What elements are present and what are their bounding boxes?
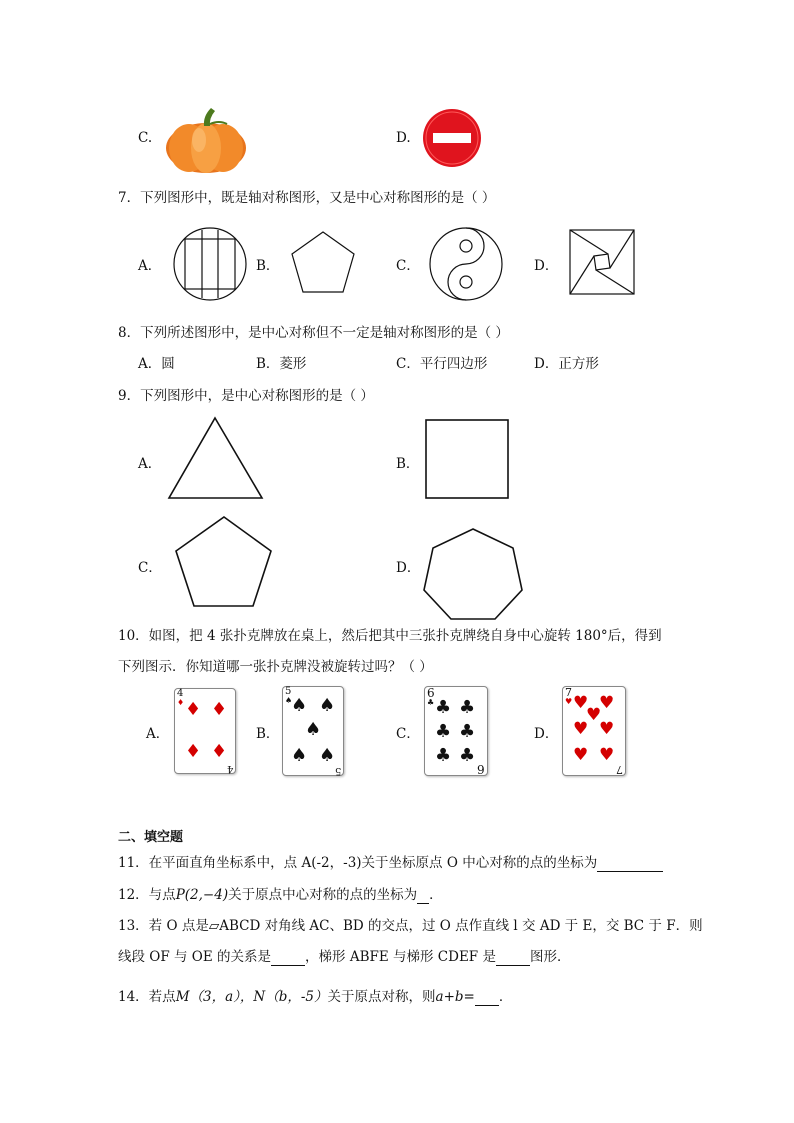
- card-b-pip: ♠: [305, 719, 322, 740]
- card-a-small-pip: ♦: [177, 698, 185, 707]
- q9-option-c-label: C．: [138, 560, 162, 576]
- q10-option-c-label: C．: [396, 726, 420, 742]
- question-12-pre: 12．与点: [118, 887, 176, 903]
- option-c-label: C.: [138, 130, 153, 146]
- question-13-line2: [118, 945, 570, 966]
- card-d-rank-rotated: 7: [616, 763, 623, 776]
- question-14-expr: a+b: [435, 989, 464, 1005]
- question-11: [118, 851, 663, 872]
- card-c-pip: ♣: [435, 697, 452, 718]
- card-c-pip: ♣: [459, 745, 476, 766]
- card-a-pip: ♦: [185, 741, 202, 762]
- question-7-text: 7．下列图形中，既是轴对称图形，又是中心对称图形的是（ ）: [118, 190, 496, 206]
- no-entry-sign-image: [422, 108, 482, 168]
- question-13-part-c: 图形．: [529, 949, 571, 965]
- answer-blank[interactable]: [417, 887, 429, 904]
- question-13-line1: 13．若 O 点是▱ABCD 对角线 AC、BD 的交点，过 O 点作直线 l 交 AD 于 E，交 BC 于 F．则: [118, 918, 703, 934]
- card-d-pip: ♥: [599, 745, 615, 765]
- card-d-rank: 7: [565, 686, 572, 699]
- q7-d-pinwheel-square-figure: [568, 228, 638, 298]
- question-14-points: M（3，a），N（b，-5）: [175, 989, 328, 1005]
- q9-d-heptagon-figure: [422, 526, 524, 622]
- q7-b-pentagon-figure: [288, 228, 358, 296]
- q8-option-c: C．平行四边形: [396, 356, 488, 372]
- q7-c-yin-yang-figure: [428, 226, 504, 302]
- question-10-line1: 10．如图，把 4 张扑克牌放在桌上，然后把其中三张扑克牌绕自身中心旋转 180°后，得到: [118, 628, 662, 644]
- question-13-part-a: 线段 OF 与 OE 的关系是: [118, 949, 272, 965]
- q7-option-c-label: C．: [396, 258, 420, 274]
- q9-option-a-label: A．: [138, 456, 162, 472]
- card-seven-of-hearts: [562, 686, 626, 776]
- question-12-end: ．: [429, 887, 443, 903]
- card-d-pip: ♥: [573, 719, 589, 739]
- answer-blank[interactable]: [271, 949, 305, 966]
- pumpkin-image: [163, 104, 249, 174]
- card-five-of-spades: [282, 686, 344, 776]
- q7-a-circle-square-figure: [172, 226, 248, 302]
- answer-blank[interactable]: [496, 949, 530, 966]
- card-c-pip: ♣: [459, 697, 476, 718]
- card-b-small-pip: ♠: [285, 696, 293, 705]
- q10-option-b-label: B．: [256, 726, 280, 742]
- q7-option-a-label: A．: [138, 258, 162, 274]
- q7-option-d-label: D．: [534, 258, 559, 274]
- q8-option-b: B．菱形: [256, 356, 307, 372]
- card-b-pip: ♠: [319, 745, 336, 766]
- question-14-end: ．: [498, 989, 513, 1005]
- q7-option-b-label: B．: [256, 258, 280, 274]
- q9-c-pentagon-figure: [172, 514, 276, 610]
- card-a-pip: ♦: [185, 699, 202, 720]
- question-12-point: P(2,−4): [175, 887, 229, 903]
- q10-option-d-label: D．: [534, 726, 559, 742]
- card-a-rank-rotated: 4: [226, 763, 233, 774]
- card-a-pip: ♦: [211, 699, 228, 720]
- question-11-text: 11．在平面直角坐标系中，点 A(-2，-3)关于坐标原点 O 中心对称的点的坐标为: [118, 855, 598, 871]
- card-b-pip: ♠: [319, 695, 336, 716]
- question-9-text: 9．下列图形中，是中心对称图形的是（ ）: [118, 388, 374, 404]
- card-b-rank: 5: [285, 686, 292, 697]
- section-fill-in-title: 二、填空题: [118, 830, 184, 845]
- question-8-text: 8．下列所述图形中，是中心对称但不一定是轴对称图形的是（ ）: [118, 325, 509, 341]
- card-a-pip: ♦: [211, 741, 228, 762]
- question-12-post: 关于原点中心对称的点的坐标为: [228, 887, 418, 903]
- card-c-pip: ♣: [435, 721, 452, 742]
- card-c-small-pip: ♣: [427, 698, 435, 707]
- card-d-small-pip: ♥: [565, 697, 573, 706]
- card-c-pip: ♣: [459, 721, 476, 742]
- card-d-pip: ♥: [573, 745, 589, 765]
- card-c-pip: ♣: [435, 745, 452, 766]
- q8-option-a: A．圆: [138, 356, 175, 372]
- answer-blank[interactable]: [475, 989, 499, 1006]
- card-d-pip: ♥: [599, 719, 615, 739]
- card-six-of-clubs: [424, 686, 488, 776]
- answer-blank[interactable]: [597, 855, 663, 872]
- q10-option-a-label: A．: [146, 726, 170, 742]
- q9-option-d-label: D．: [396, 560, 421, 576]
- card-four-of-diamonds: [174, 688, 236, 774]
- card-d-pip: ♥: [573, 693, 589, 713]
- question-14-post: =: [463, 989, 475, 1005]
- question-12: [118, 883, 443, 904]
- card-d-pip: ♥: [599, 693, 615, 713]
- q9-option-b-label: B．: [396, 456, 420, 472]
- card-a-rank: 4: [177, 688, 184, 699]
- question-14-pre: 14．若点: [118, 989, 176, 1005]
- q9-b-square-figure: [422, 416, 512, 502]
- card-c-rank-rotated: 6: [477, 762, 485, 776]
- card-b-pip: ♠: [291, 745, 308, 766]
- card-d-pip: ♥: [586, 705, 602, 725]
- card-c-rank: 6: [427, 686, 435, 700]
- card-b-rank-rotated: 5: [334, 765, 341, 776]
- question-13-part-b: ，梯形 ABFE 与梯形 CDEF 是: [305, 949, 496, 965]
- question-14: [118, 985, 512, 1006]
- option-d-label: D.: [396, 130, 411, 146]
- q9-a-triangle-figure: [166, 414, 266, 502]
- question-10-line2: 下列图示．你知道哪一张扑克牌没被旋转过吗？（ ）: [118, 659, 433, 675]
- q8-option-d: D．正方形: [534, 356, 599, 372]
- card-b-pip: ♠: [291, 695, 308, 716]
- question-14-mid: 关于原点对称，则: [327, 989, 436, 1005]
